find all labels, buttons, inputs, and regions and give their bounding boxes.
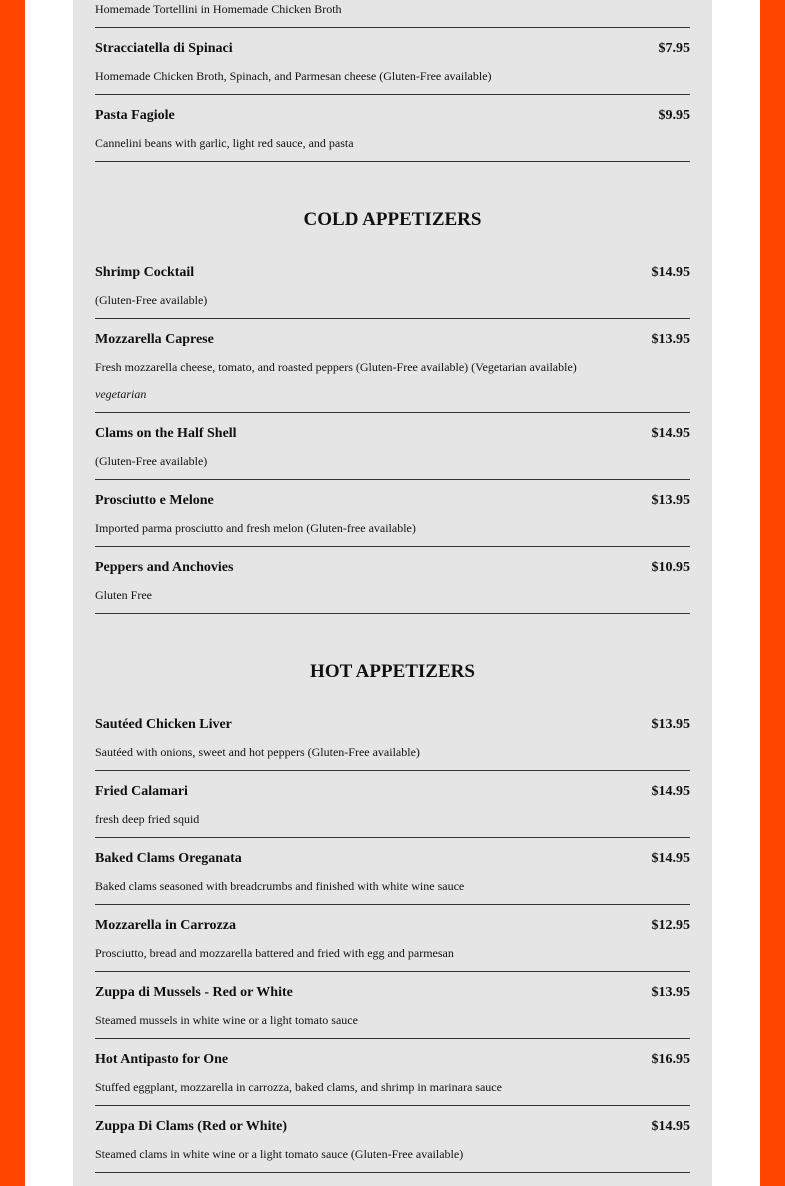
item-name: Clams on the Half Shell <box>95 426 237 441</box>
item-price: $14.95 <box>651 1119 690 1134</box>
item-name: Baked Clams Oreganata <box>95 851 242 866</box>
item-price: $14.95 <box>651 426 690 441</box>
item-description: Baked clams seasoned with breadcrumbs and finished with white wine sauce <box>95 879 465 893</box>
item-price: $13.95 <box>651 332 690 347</box>
item-description: Gluten Free <box>95 588 152 602</box>
item-price: $12.95 <box>651 918 690 933</box>
item-name: Prosciutto e Melone <box>95 493 214 508</box>
item-name: Hot Antipasto for One <box>95 1052 229 1067</box>
menu-card <box>73 0 712 1186</box>
item-name: Zuppa Di Clams (Red or White) <box>95 1119 288 1134</box>
item-description: Stuffed eggplant, mozzarella in carrozza, baked clams, and shrimp in marinara sauce <box>95 1080 502 1094</box>
item-price: $16.95 <box>651 1052 690 1067</box>
item-description: Steamed mussels in white wine or a light tomato sauce <box>95 1013 358 1027</box>
menu-item <box>95 972 690 1039</box>
menu-item <box>95 905 690 972</box>
item-price: $13.95 <box>651 493 690 508</box>
item-description: (Gluten-Free available) <box>95 293 208 307</box>
item-price: $13.95 <box>651 717 690 732</box>
item-price: $14.95 <box>651 265 690 280</box>
menu-item <box>95 0 690 28</box>
section-title-cold-appetizers: COLD APPETIZERS <box>303 209 482 230</box>
item-price: $14.95 <box>651 784 690 799</box>
menu-item <box>95 480 690 547</box>
item-description: Imported parma prosciutto and fresh melon (Gluten-free available) <box>95 521 416 535</box>
menu-item <box>95 1106 690 1173</box>
menu-item <box>95 413 690 480</box>
menu-item <box>95 319 690 413</box>
item-description: Cannelini beans with garlic, light red sauce, and pasta <box>95 136 354 150</box>
item-description: (Gluten-Free available) <box>95 454 208 468</box>
item-name: Stracciatella di Spinaci <box>95 41 233 56</box>
item-name: Pasta Fagiole <box>95 108 175 123</box>
item-price: $14.95 <box>651 851 690 866</box>
item-price: $13.95 <box>651 985 690 1000</box>
item-name: Mozzarella Caprese <box>95 332 214 347</box>
vegetarian-tag: vegetarian <box>95 387 147 401</box>
item-name: Zuppa di Mussels - Red or White <box>95 985 293 1000</box>
item-name: Peppers and Anchovies <box>95 560 234 575</box>
menu-item <box>95 547 690 614</box>
menu-item <box>95 1039 690 1106</box>
menu-item <box>95 838 690 905</box>
item-name: Mozzarella in Carrozza <box>95 918 236 933</box>
item-price: $7.95 <box>658 41 690 56</box>
item-description: Steamed clams in white wine or a light tomato sauce (Gluten-Free available) <box>95 1147 464 1161</box>
item-name: Shrimp Cocktail <box>95 265 195 280</box>
item-description: Fresh mozzarella cheese, tomato, and roasted peppers (Gluten-Free available) (Vegetarian available) <box>95 360 577 374</box>
section-title-hot-appetizers: HOT APPETIZERS <box>310 661 475 682</box>
menu-item <box>95 704 690 771</box>
item-name: Fried Calamari <box>95 784 188 799</box>
menu-item <box>95 28 690 95</box>
item-description: Homemade Tortellini in Homemade Chicken Broth <box>95 2 342 16</box>
item-price: $10.95 <box>651 560 690 575</box>
menu-item <box>95 95 690 162</box>
item-description: fresh deep fried squid <box>95 812 200 826</box>
item-description: Sautéed with onions, sweet and hot peppers (Gluten-Free available) <box>95 745 420 759</box>
item-name: Sautéed Chicken Liver <box>95 717 232 732</box>
menu-item <box>95 252 690 319</box>
item-description: Prosciutto, bread and mozzarella battered and fried with egg and parmesan <box>95 946 454 960</box>
item-price: $9.95 <box>658 108 690 123</box>
menu-item <box>95 771 690 838</box>
item-description: Homemade Chicken Broth, Spinach, and Parmesan cheese (Gluten-Free available) <box>95 69 492 83</box>
